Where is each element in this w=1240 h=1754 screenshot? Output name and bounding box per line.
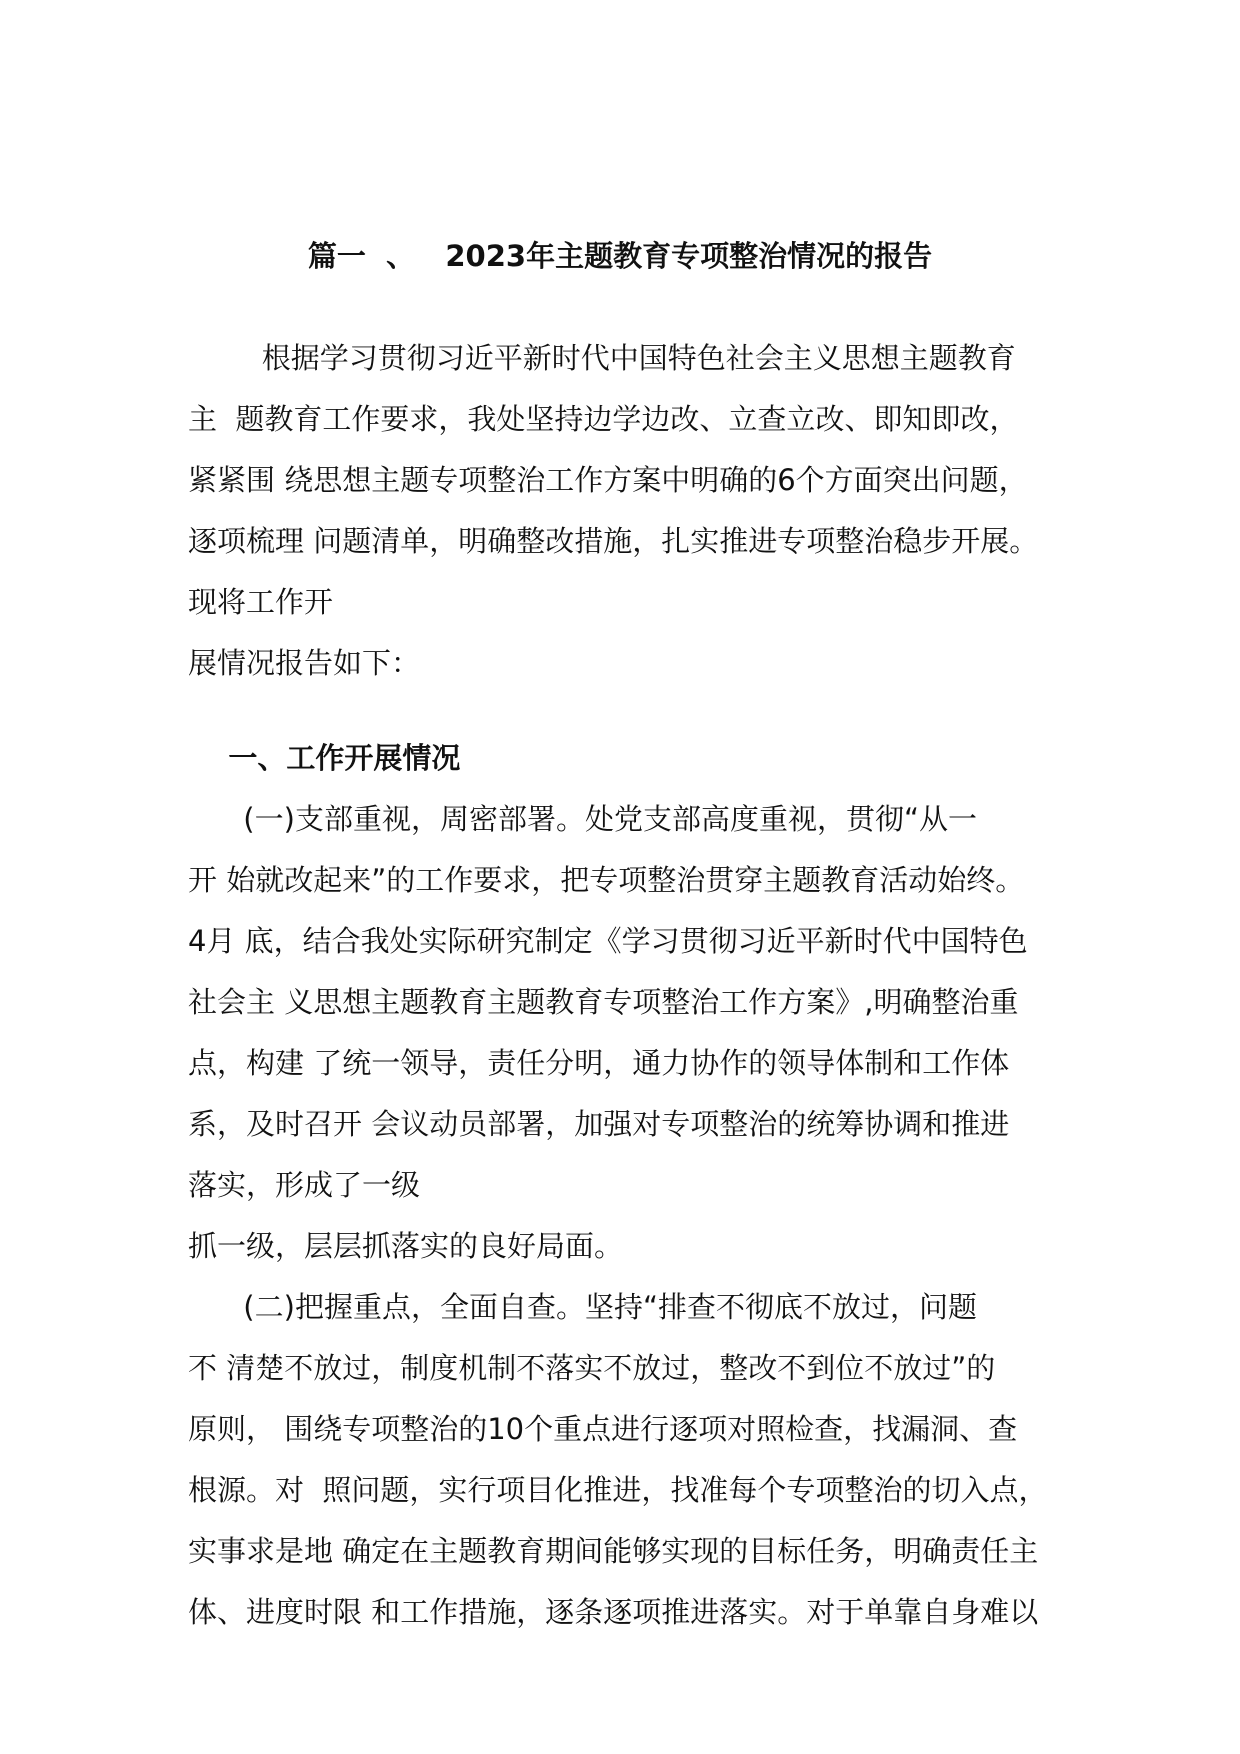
paragraph-line: 体、进度时限 和工作措施，逐条逐项推进落实。对于单靠自身难以 — [188, 1595, 1039, 1629]
section-1-paragraph-2 — [188, 1277, 1088, 1643]
paragraph-line: 系，及时召开 会议动员部署，加强对专项整治的统筹协调和推进 — [188, 1107, 1010, 1141]
paragraph-line: 抓一级，层层抓落实的良好局面。 — [188, 1229, 624, 1263]
document-title: 篇一 、 2023年主题教育专项整治情况的报告 — [307, 239, 933, 273]
paragraph-line: 根源。对 照问题，实行项目化推进，找准每个专项整治的切入点， — [188, 1473, 1048, 1507]
intro-line: 主 题教育工作要求，我处坚持边学边改、立查立改、即知即改， — [188, 402, 1019, 436]
paragraph-line: 不 清楚不放过，制度机制不落实不放过，整改不到位不放过”的 — [188, 1351, 996, 1385]
paragraph-line: 点，构建 了统一领导，责任分明，通力协作的领导体制和工作体 — [188, 1046, 1010, 1080]
paragraph-line: (二)把握重点，全面自查。坚持“排查不彻底不放过，问题 — [188, 1290, 977, 1324]
intro-line: 紧紧围 绕思想主题专项整治工作方案中明确的6个方面突出问题， — [188, 463, 1028, 497]
paragraph-line: (一)支部重视，周密部署。处党支部高度重视，贯彻“从一 — [188, 802, 977, 836]
section-1-paragraph-1 — [188, 789, 1088, 1277]
intro-paragraph — [188, 328, 1088, 694]
paragraph-line: 开 始就改起来”的工作要求，把专项整治贯穿主题教育活动始终。 — [188, 863, 1025, 897]
section-1 — [188, 728, 1088, 1643]
section-heading: 一、工作开展情况 — [188, 741, 461, 775]
paragraph-line: 4月 底，结合我处实际研究制定《学习贯彻习近平新时代中国特色 — [188, 924, 1028, 958]
paragraph-line: 社会主 义思想主题教育主题教育专项整治工作方案》,明确整治重 — [188, 985, 1019, 1019]
paragraph-line: 原则， 围绕专项整治的10个重点进行逐项对照检查，找漏洞、查 — [188, 1412, 1018, 1446]
intro-line: 现将工作开 — [188, 585, 334, 619]
intro-line: 逐项梳理 问题清单，明确整改措施，扎实推进专项整治稳步开展。 — [188, 524, 1039, 558]
paragraph-line: 实事求是地 确定在主题教育期间能够实现的目标任务，明确责任主 — [188, 1534, 1039, 1568]
intro-line: 根据学习贯彻习近平新时代中国特色社会主义思想主题教育 — [188, 341, 1016, 375]
paragraph-line: 落实，形成了一级 — [188, 1168, 421, 1202]
intro-line: 展情况报告如下： — [188, 646, 421, 680]
